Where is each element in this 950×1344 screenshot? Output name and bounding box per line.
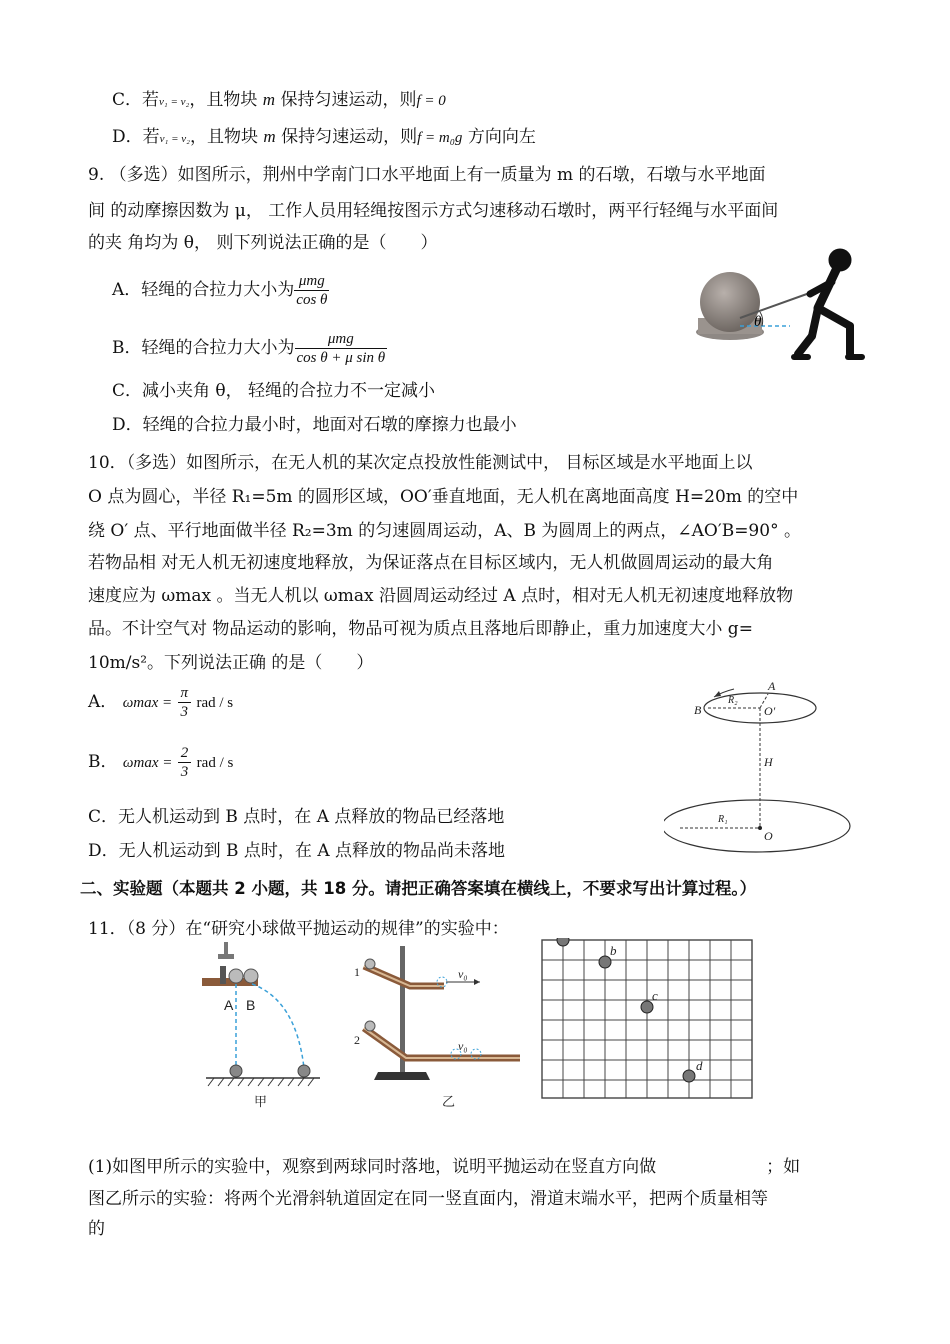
q9-stem-line3: 的夹 角均为 θ， 则下列说法正确的是（ ）: [88, 233, 438, 253]
q10-stem-line4: 若物品相 对无人机无初速度地释放，为保证落点在目标区域内，无人机做圆周运动的最大角: [88, 553, 774, 573]
q10-stem-line1: 10．（多选）如图所示，在无人机的某次定点投放性能测试中， 目标区域是水平地面上以: [88, 453, 753, 473]
q10-figure: [664, 674, 860, 864]
q11-figure-grid: [540, 938, 756, 1102]
label-a: A: [768, 679, 776, 693]
q10-stem-line3: 绕 O′ 点、平行地面做半径 R₂=3m 的匀速圆周运动，A、B 为圆周上的两点，∠AO′B=90° 。: [88, 521, 801, 541]
q10-option-b: B． ωmax = $\frac{2}{3}$ rad / s: [88, 745, 234, 780]
q11-figure-yi: [350, 940, 530, 1110]
q10-stem-line2: O 点为圆心，半径 R₁=5m 的圆形区域，OO′垂直地面，无人机在离地面高度 H=20m 的空中: [88, 487, 799, 507]
ball-a: [557, 938, 569, 946]
point-o: [758, 826, 762, 830]
q9-option-d: D．轻绳的合拉力最小时，地面对石墩的摩擦力也最小: [112, 415, 517, 435]
label-1: 1: [354, 965, 360, 979]
q11-part1-line3: 的: [88, 1219, 105, 1239]
q10-option-b-fraction: $\frac{2}{3}$: [178, 744, 192, 781]
label-jia: 甲: [254, 1095, 268, 1110]
label-2: 2: [354, 1033, 360, 1047]
q11-stem: 11．（8 分）在“研究小球做平抛运动的规律”的实验中：: [88, 919, 509, 939]
target-area: [664, 800, 850, 852]
q9-option-a-fraction: $\frac{\text{μmg}}{\text{cos θ}}$: [296, 273, 328, 308]
q10-stem-line7: 10m/s²。下列说法正确 的是（ ）: [88, 653, 374, 673]
q10-option-d: D．无人机运动到 B 点时，在 A 点释放的物品尚未落地: [88, 841, 506, 861]
theta-label: θ: [754, 314, 762, 330]
q8-option-d: D．若v₁ = v₂，且物块 m 保持匀速运动，则f = m₀g 方向向左: [112, 127, 536, 147]
q10-stem-line6: 品。不计空气对 物品运动的影响，物品可视为质点且落地后即静止，重力加速度大小 g=: [88, 619, 753, 639]
ball-d: [683, 1070, 695, 1082]
q10-option-c: C．无人机运动到 B 点时，在 A 点释放的物品已经落地: [88, 807, 505, 827]
q9-option-c: C．减小夹角 θ， 轻绳的合拉力不一定减小: [112, 381, 436, 401]
section-2-title: 二、实验题（本题共 2 小题，共 18 分。请把正确答案填在横线上，不要求写出计算过程。）: [80, 879, 757, 898]
label-d: d: [696, 1058, 703, 1073]
label-r2: R₂: [728, 695, 738, 706]
q11-figure-jia: [196, 940, 328, 1110]
q10-option-a-fraction: $\frac{\pi}{3}$: [178, 684, 192, 721]
label-b: B: [694, 703, 702, 717]
q9-option-b-fraction: $\frac{\text{μmg}}{\text{cos θ + μ sin θ}}$: [296, 331, 386, 366]
q8-option-c: C．若v₁ = v₂，且物块 m 保持匀速运动，则f = 0: [112, 90, 446, 110]
rotation-arrow-head: [714, 691, 721, 697]
label-v0-bottom: v₀: [458, 1039, 468, 1053]
q11-part1-line2: 图乙所示的实验：将两个光滑斜轨道固定在同一竖直面内，滑道末端水平，把两个质量相等: [88, 1189, 768, 1209]
q10-option-a: A． ωmax = $\frac{\pi}{3}$ rad / s: [88, 685, 234, 720]
q9-figure: [690, 244, 870, 368]
worker: [794, 249, 862, 357]
q9-option-a: A．轻绳的合拉力大小为 $\frac{\text{μmg}}{\text{cos θ}}$: [112, 273, 328, 308]
label-o: O: [764, 829, 773, 843]
q9-stem-line1: 9. （多选）如图所示，荆州中学南门口水平地面上有一质量为 m 的石墩，石墩与水平地面: [88, 165, 766, 185]
label-b: b: [610, 943, 617, 958]
q9-stem-line2: 间 的动摩擦因数为 μ， 工作人员用轻绳按图示方式匀速移动石墩时，两平行轻绳与水平面间: [88, 201, 779, 221]
label-h: H: [764, 755, 773, 769]
label-a: A: [224, 997, 234, 1013]
label-v0-top: v₀: [458, 967, 468, 981]
label-c: c: [652, 988, 658, 1003]
q11-part1-line1: (1)如图甲所示的实验中，观察到两球同时落地，说明平抛运动在竖直方向做 ；如: [88, 1157, 801, 1177]
q10-stem-line5: 速度应为 ωmax 。当无人机以 ωmax 沿圆周运动经过 A 点时，相对无人机无初速度地释放物: [88, 586, 794, 606]
label-b: B: [246, 997, 256, 1013]
q9-option-b: B．轻绳的合拉力大小为 $\frac{\text{μmg}}{\text{cos θ + μ sin θ}}$: [112, 331, 386, 366]
label-r1: R₁: [718, 814, 728, 825]
label-yi: 乙: [442, 1095, 456, 1110]
label-o1: O′: [764, 704, 776, 718]
